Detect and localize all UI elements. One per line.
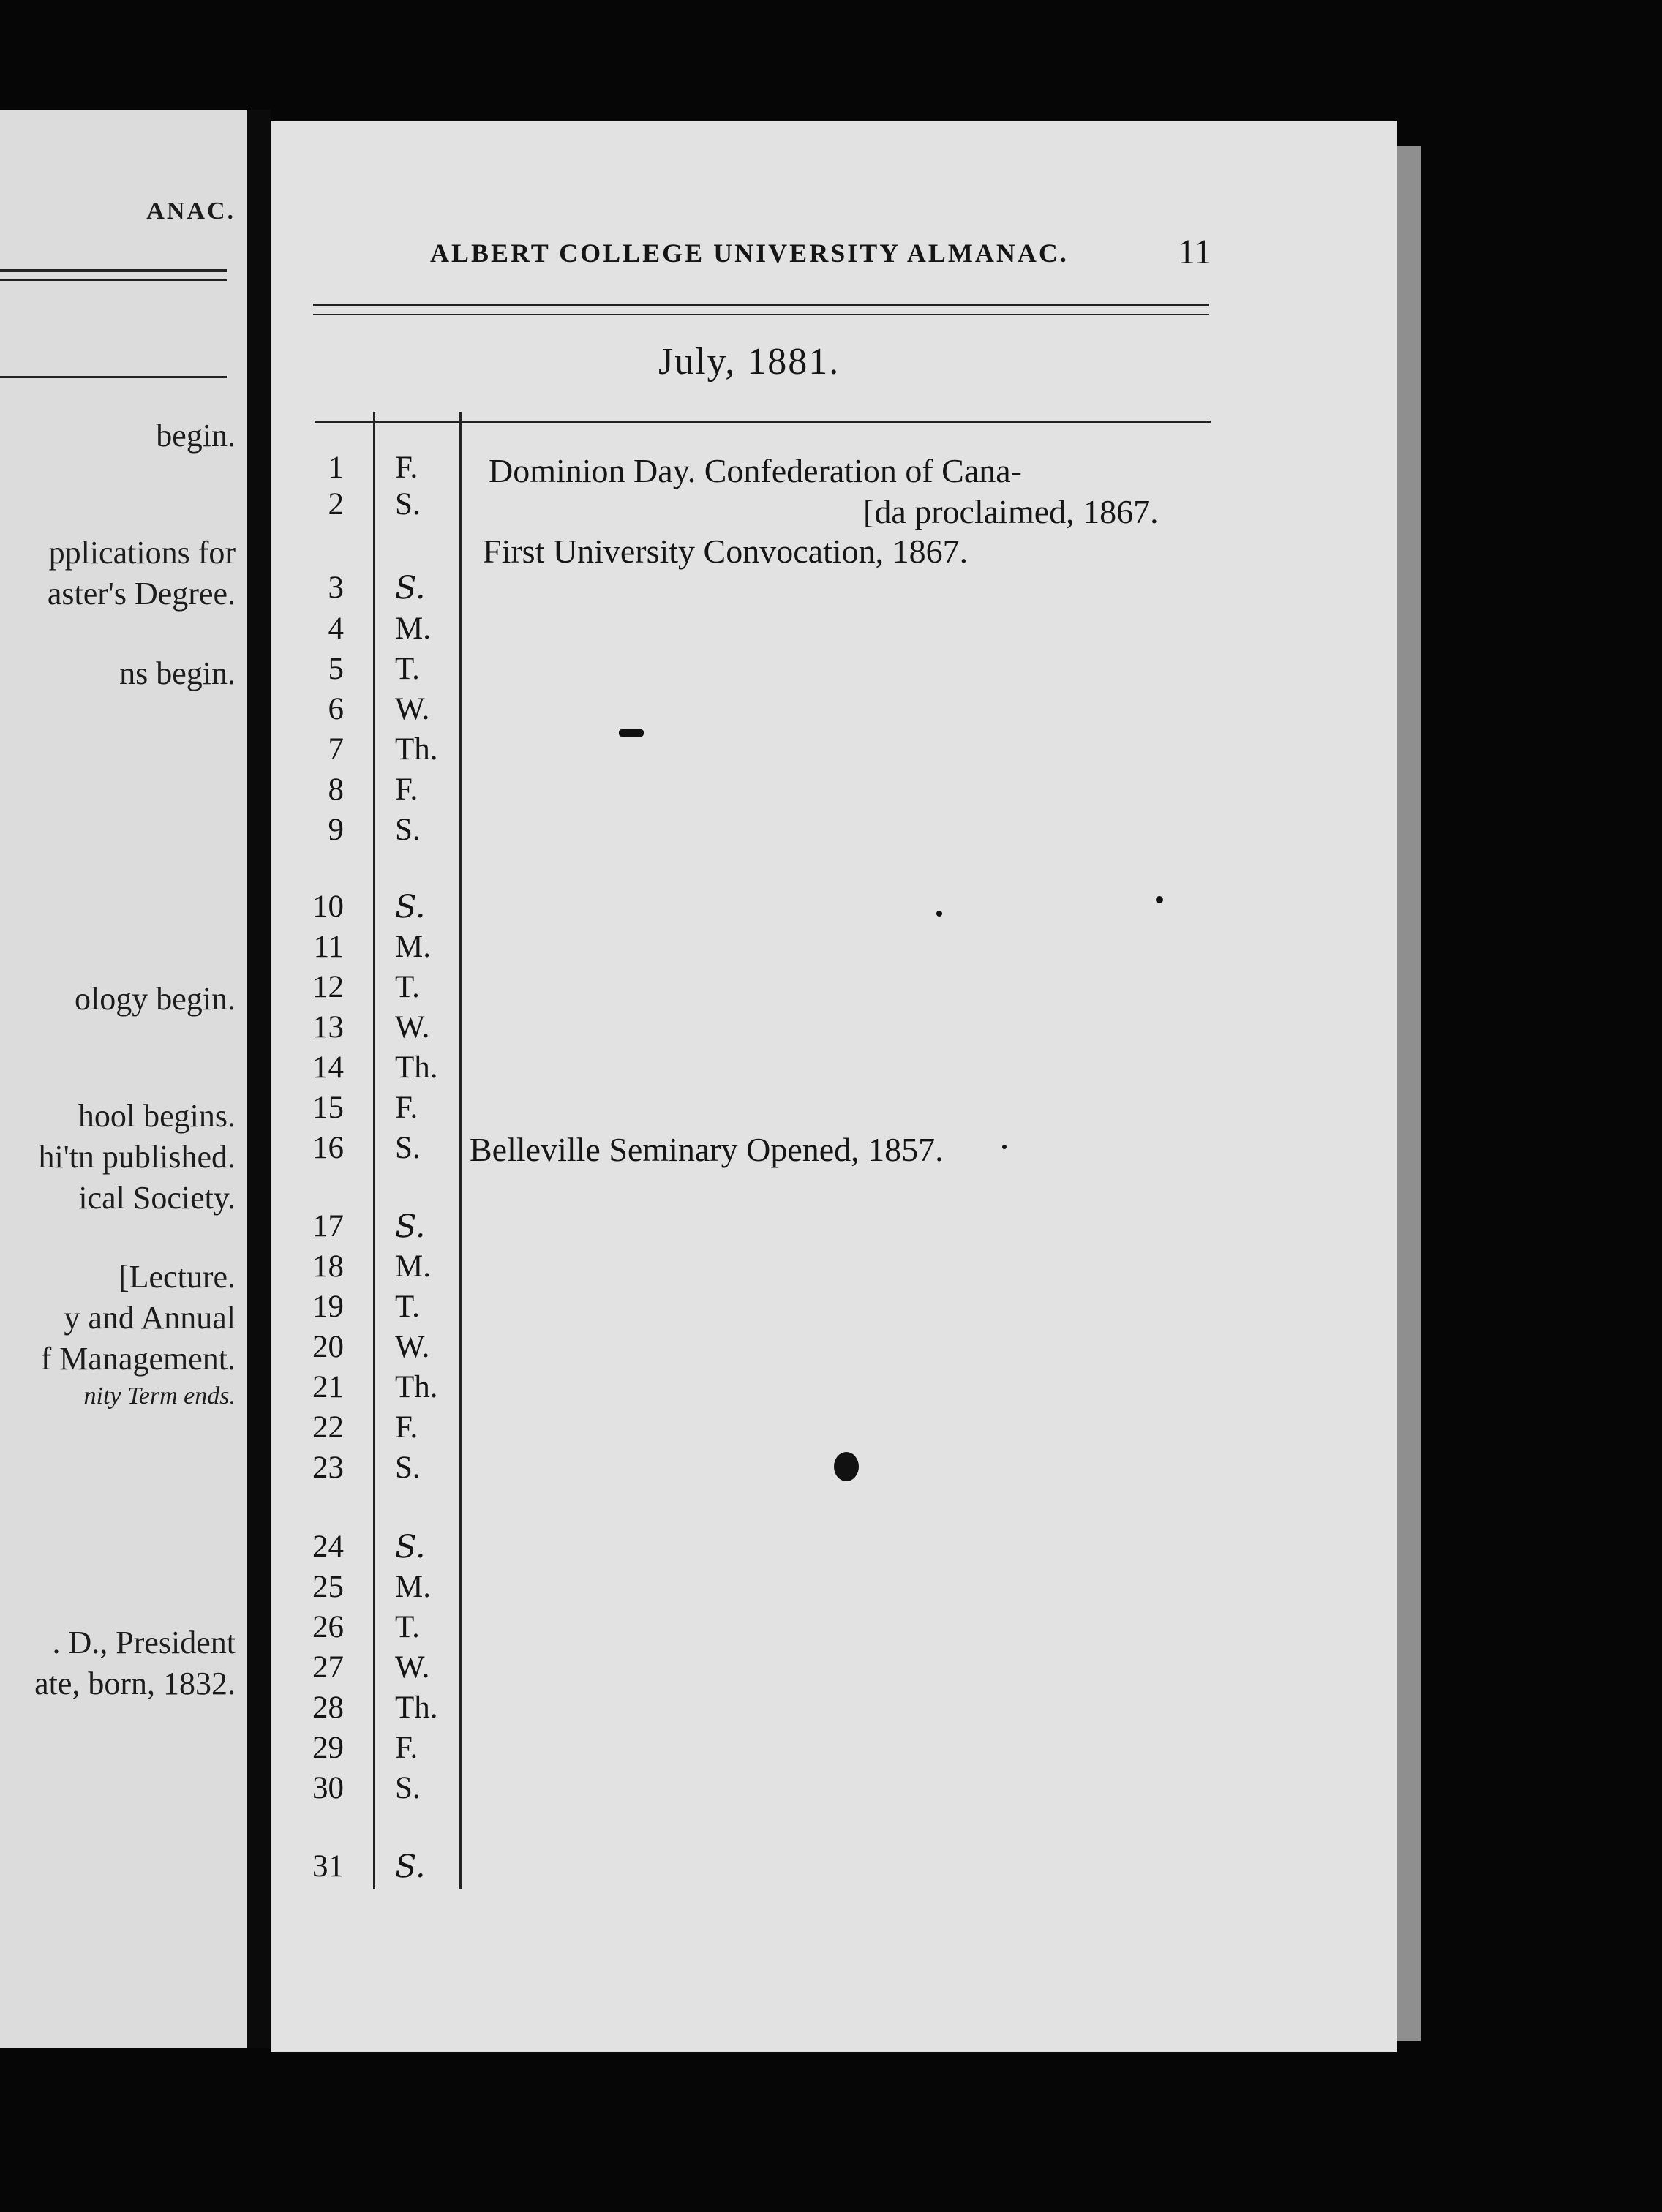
date-number: 27 <box>312 1650 344 1685</box>
left-line: y and Annual <box>64 1300 236 1336</box>
header-rule <box>313 304 1209 306</box>
weekday-label: Th. <box>395 1690 438 1725</box>
weekday-label: F. <box>395 1410 418 1445</box>
weekday-label: F. <box>395 1731 418 1765</box>
date-number: 6 <box>328 692 344 726</box>
date-number: 21 <box>312 1370 344 1404</box>
book-gutter <box>247 110 271 2048</box>
weekday-label: T. <box>395 1610 420 1644</box>
date-number: 25 <box>312 1570 344 1604</box>
date-number: 5 <box>328 652 344 686</box>
almanac-page <box>271 121 1397 2052</box>
date-number: 18 <box>312 1249 344 1284</box>
date-number: 23 <box>312 1451 344 1485</box>
left-line: ical Society. <box>78 1180 236 1216</box>
weekday-label: M. <box>395 1249 431 1284</box>
weekday-label-sunday: S. <box>395 570 426 606</box>
weekday-label: S. <box>395 1771 421 1805</box>
date-number: 14 <box>312 1050 344 1085</box>
previous-page-fragment <box>0 110 247 2048</box>
date-number: 4 <box>328 612 344 646</box>
ink-blemish <box>834 1452 859 1481</box>
date-number: 31 <box>312 1849 344 1884</box>
date-number: 3 <box>328 571 344 605</box>
weekday-label: Th. <box>395 732 438 767</box>
date-number: 17 <box>312 1209 344 1244</box>
header-rule-thin <box>313 314 1209 315</box>
weekday-label: T. <box>395 970 420 1004</box>
date-number: 19 <box>312 1290 344 1324</box>
weekday-label: M. <box>395 612 431 646</box>
weekday-label: S. <box>395 487 421 522</box>
date-number: 26 <box>312 1610 344 1644</box>
weekday-label: S. <box>395 1131 421 1165</box>
weekday-label: W. <box>395 1330 430 1364</box>
date-column-rule <box>373 412 375 1889</box>
date-number: 13 <box>312 1010 344 1045</box>
weekday-label: F. <box>395 772 418 807</box>
left-line: [Lecture. <box>119 1259 236 1295</box>
event-first-convocation: First University Convocation, 1867. <box>483 533 969 570</box>
left-page-header: ANAC. <box>146 198 236 225</box>
left-line: ns begin. <box>119 655 236 691</box>
weekday-label: W. <box>395 1010 430 1045</box>
ink-speck <box>1002 1145 1007 1149</box>
date-number: 15 <box>312 1091 344 1125</box>
month-title: July, 1881. <box>658 341 841 383</box>
ink-speck <box>936 911 942 917</box>
left-line: nity Term ends. <box>83 1382 236 1410</box>
page-number: 11 <box>1178 233 1212 271</box>
weekday-label-sunday: S. <box>395 1208 426 1245</box>
weekday-label: Th. <box>395 1050 438 1085</box>
weekday-label: F. <box>395 1091 418 1125</box>
weekday-label: M. <box>395 1570 431 1604</box>
left-line: pplications for <box>48 535 236 571</box>
date-number: 22 <box>312 1410 344 1445</box>
left-month-rule <box>0 376 227 378</box>
date-number: 30 <box>312 1771 344 1805</box>
date-number: 7 <box>328 732 344 767</box>
event-belleville-seminary: Belleville Seminary Opened, 1857. <box>470 1131 944 1168</box>
date-number: 2 <box>328 487 344 522</box>
weekday-label: W. <box>395 1650 430 1685</box>
weekday-label: T. <box>395 652 420 686</box>
ink-speck <box>1156 896 1163 903</box>
day-column-rule <box>459 412 462 1889</box>
weekday-label: Th. <box>395 1370 438 1404</box>
month-rule <box>315 421 1211 423</box>
event-dominion-day-continued: [da proclaimed, 1867. <box>863 493 1159 530</box>
weekday-label: S. <box>395 813 421 847</box>
weekday-label-sunday: S. <box>395 1529 426 1565</box>
weekday-label-sunday: S. <box>395 889 426 925</box>
left-header-rule-thin <box>0 279 227 281</box>
weekday-label: T. <box>395 1290 420 1324</box>
date-number: 28 <box>312 1690 344 1725</box>
date-number: 10 <box>312 889 344 924</box>
left-header-rule <box>0 269 227 272</box>
left-line: hool begins. <box>78 1098 236 1134</box>
weekday-label-sunday: S. <box>395 1848 426 1885</box>
date-number: 8 <box>328 772 344 807</box>
left-line: aster's Degree. <box>47 576 236 612</box>
date-number: 24 <box>312 1530 344 1564</box>
left-line: hi'tn published. <box>38 1139 236 1175</box>
date-number: 11 <box>313 930 344 964</box>
weekday-label: S. <box>395 1451 421 1485</box>
weekday-label: F. <box>395 451 418 485</box>
event-dominion-day: Dominion Day. Confederation of Cana- <box>489 452 1022 489</box>
date-number: 1 <box>328 451 344 485</box>
date-number: 12 <box>312 970 344 1004</box>
date-number: 9 <box>328 813 344 847</box>
date-number: 29 <box>312 1731 344 1765</box>
left-line: begin. <box>156 418 236 454</box>
left-line: ate, born, 1832. <box>34 1666 236 1701</box>
date-number: 20 <box>312 1330 344 1364</box>
ink-blemish <box>619 729 644 737</box>
weekday-label: W. <box>395 692 430 726</box>
left-line: ology begin. <box>75 981 236 1017</box>
left-line: . D., President <box>52 1625 236 1660</box>
date-number: 16 <box>312 1131 344 1165</box>
running-title: ALBERT COLLEGE UNIVERSITY ALMANAC. <box>430 238 1069 268</box>
weekday-label: M. <box>395 930 431 964</box>
left-line: f Management. <box>40 1341 236 1377</box>
